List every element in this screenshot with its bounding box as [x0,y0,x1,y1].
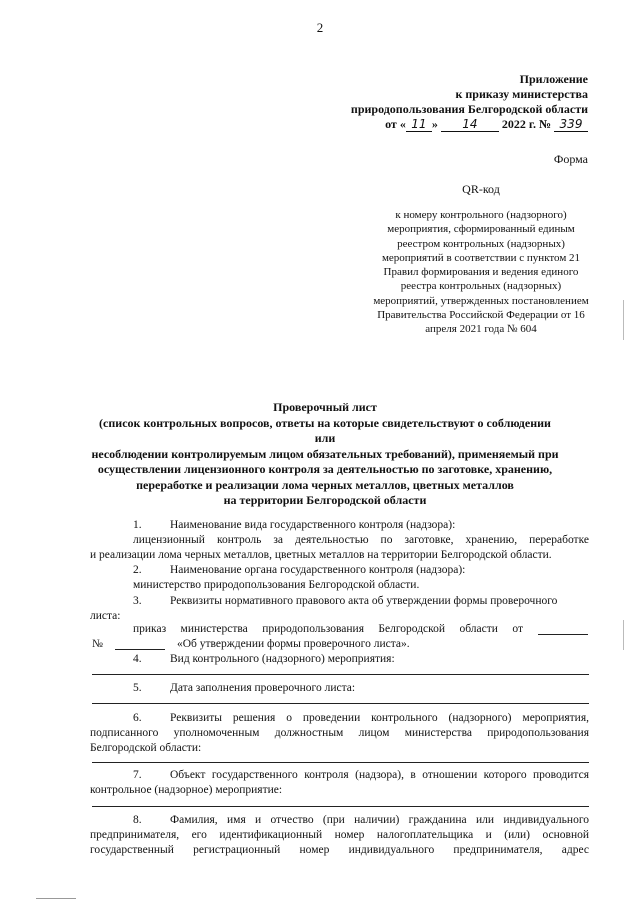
scan-artifact-edge-1 [623,300,624,340]
date-year: 2022 г. № [501,117,551,131]
qr-code-label: QR-код [462,182,500,196]
date-prefix: от « [385,117,406,131]
title-line-4: осуществлении лицензионного контроля за деятельностью по заготовке, хранению, [97,462,553,476]
title-line-3: несоблюдении контролируемым лицом обязательных требований), применяемый при [91,446,559,461]
item-5-number: 5. [133,682,142,694]
scan-artifact-line [36,898,76,899]
item-3-number: 3. [133,595,142,607]
item-1-value-line-1: лицензионный контроль за деятельностью по заготовке, хранению, переработке [133,534,589,546]
title-line-5: переработке и реализации лома черных металлов, цветных металлов [136,477,514,492]
appendix-line-2: к приказу министерства [455,87,588,101]
appendix-header [248,72,588,132]
item-8-line-2: предпринимателя, его идентификационный номер налогоплательщика и (или) основной [90,829,589,841]
date-day-handwritten: 11 [406,118,432,132]
item-7-line-1: Объект государственного контроля (надзора), в отношении которого проводится [170,769,589,781]
item-1-number: 1. [133,519,142,531]
item-3-label-line-2: листа: [90,610,121,622]
item-1-label: Наименование вида государственного контроля (надзора): [170,519,456,531]
item-3-date-blank [538,634,588,635]
item-7-number: 7. [133,769,142,781]
title-line-2: (список контрольных вопросов, ответы на которые свидетельствуют о соблюдении или [99,415,551,445]
item-4-number: 4. [133,653,142,665]
appendix-title: Приложение [519,72,588,86]
item-6-blank-line [92,762,589,763]
item-7-line-2: контрольное (надзорное) мероприятие: [90,784,283,796]
item-6-line-3: Белгородской области: [90,742,202,754]
qr-code-note: к номеру контрольного (надзорного) мероприятия, сформированный единым реестром контрольных (надзорных) мероприятий в соответствии с пунктом 21 Правил формирования и ведения единого реестра контрольных (надзорных) мероприятий, утвержденных постановлением Правительства Российской Федерации от 16 апреля 2021 года № 604 [373,209,589,336]
item-6-number: 6. [133,712,142,724]
item-6-line-2: подписанного уполномоченным должностным лицом министерства природопользования [90,727,589,739]
item-1-value-line-2: и реализации лома черных металлов, цветных металлов на территории Белгородской области. [90,549,552,561]
title-line-6: на территории Белгородской области [223,493,427,507]
appendix-date-line [248,117,588,132]
scan-artifact-edge-2 [623,620,624,650]
item-5-label: Дата заполнения проверочного листа: [170,682,356,694]
item-7-blank-line [92,806,589,807]
item-3-value-line-1: приказ министерства природопользования Белгородской области от [133,623,523,635]
item-3-number-sign: № [92,638,103,650]
appendix-line-3: природопользования Белгородской области [350,102,588,116]
date-mid: » [431,117,438,131]
item-3-label-line-1: Реквизиты нормативного правового акта об утверждении формы проверочного [170,595,558,607]
item-4-label: Вид контрольного (надзорного) мероприятия: [170,653,395,665]
page-number: 2 [316,20,324,35]
item-2-value: министерство природопользования Белгородской области. [133,579,420,591]
item-8-number: 8. [133,814,142,826]
item-5-blank-line [92,703,589,704]
item-3-number-blank [115,649,165,650]
checklist-title [90,400,560,509]
title-line-1: Проверочный лист [273,400,377,414]
item-2-number: 2. [133,564,142,576]
date-month-handwritten: 14 [441,118,499,132]
item-8-line-3: государственный регистрационный номер индивидуального предпринимателя, адрес [90,844,589,856]
item-6-line-1: Реквизиты решения о проведении контрольного (надзорного) мероприятия, [170,712,589,724]
item-4-blank-line [92,674,589,675]
order-number-handwritten: 339 [554,118,588,132]
item-8-line-1: Фамилия, имя и отчество (при наличии) гражданина или индивидуального [170,814,589,826]
item-2-label: Наименование органа государственного контроля (надзора): [170,564,466,576]
form-label: Форма [553,152,588,166]
item-3-value-line-2: «Об утверждении формы проверочного листа». [177,638,410,650]
